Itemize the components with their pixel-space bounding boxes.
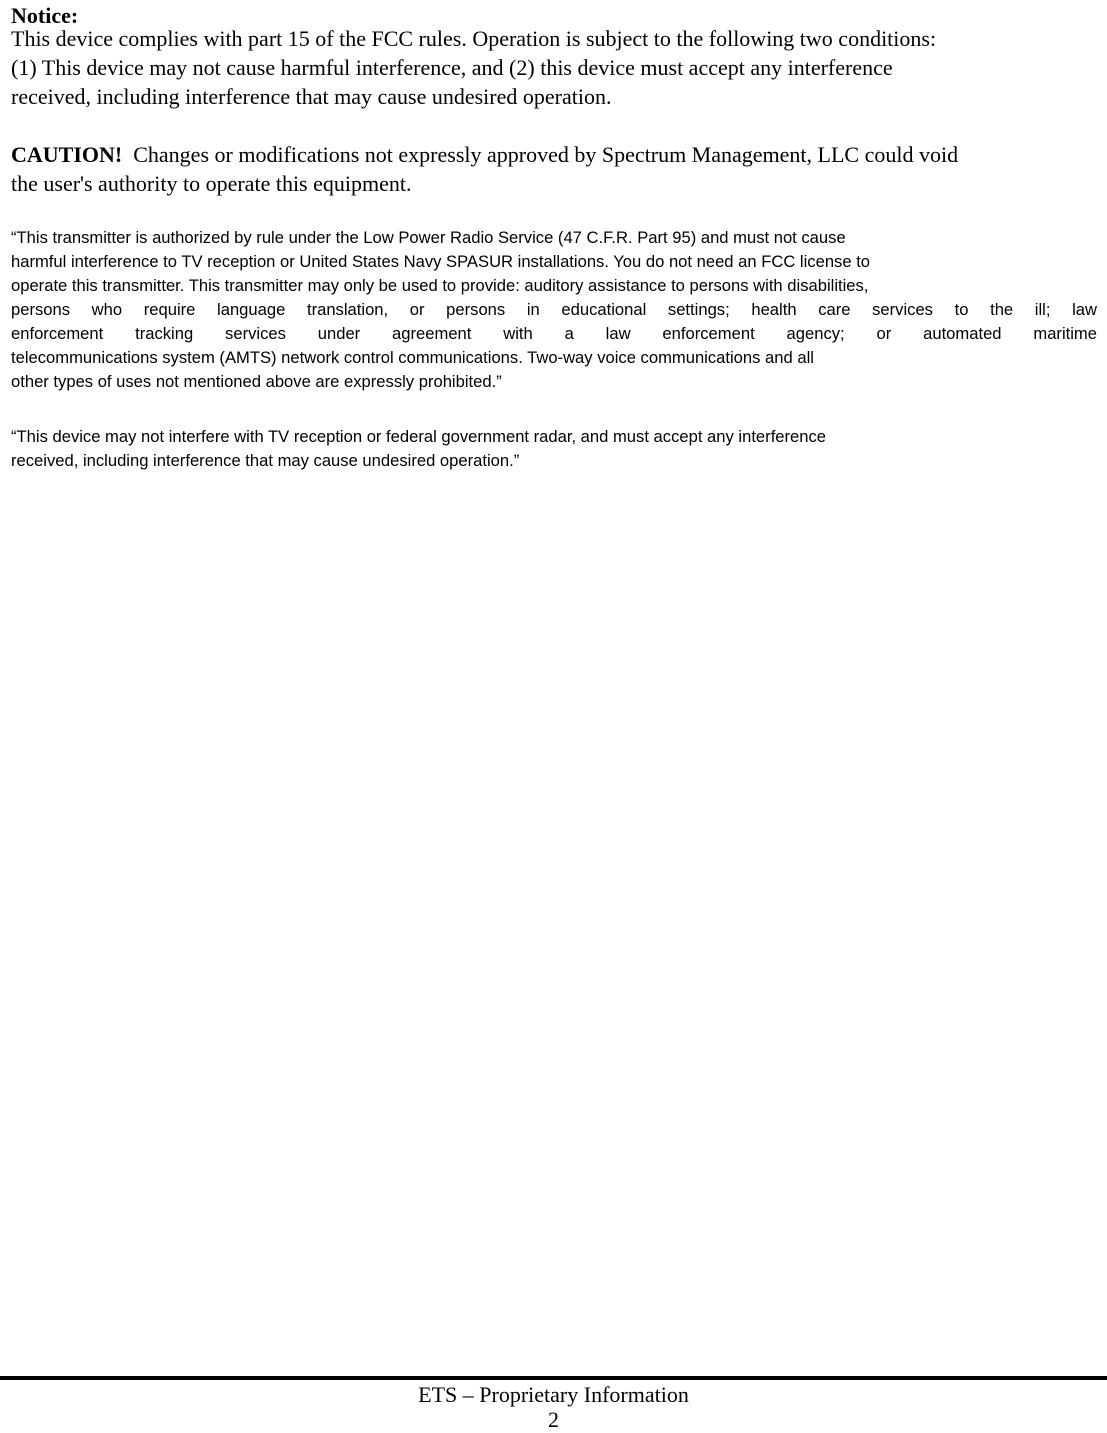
- quote-line: other types of uses not mentioned above are expressly prohibited.”: [11, 372, 502, 391]
- notice-line: received, including interference that may cause undesired operation.: [11, 84, 612, 109]
- page-number: 2: [548, 1407, 559, 1432]
- quote-line: received, including interference that may cause undesired operation.”: [11, 451, 520, 470]
- quote-line: “This device may not interfere with TV reception or federal government radar, and must accept any interference: [11, 427, 827, 446]
- caution-line: [11, 140, 1101, 169]
- quote-line: enforcement tracking services under agreement with a law enforcement agency; or automated maritime: [11, 324, 1097, 343]
- notice-heading: Notice:: [11, 3, 79, 28]
- quote-line: telecommunications system (AMTS) network control communications. Two-way voice communications and all: [11, 348, 814, 367]
- notice-line: This device complies with part 15 of the FCC rules. Operation is subject to the following two conditions:: [11, 26, 937, 51]
- caution-paragraph: [11, 140, 1101, 198]
- notice-line: (1) This device may not cause harmful interference, and (2) this device must accept any interference: [11, 55, 893, 80]
- caution-text: Changes or modifications not expressly approved by Spectrum Management, LLC could void: [133, 142, 959, 167]
- notice-paragraph: [11, 24, 1101, 111]
- caution-line: the user's authority to operate this equipment.: [11, 171, 412, 196]
- lprs-authorization-quote: [11, 226, 1097, 394]
- quote-line: harmful interference to TV reception or United States Navy SPASUR installations. You do not need an FCC license to: [11, 252, 871, 271]
- caution-label: CAUTION!: [11, 142, 123, 167]
- quote-line: “This transmitter is authorized by rule under the Low Power Radio Service (47 C.F.R. Part 95) and must not cause: [11, 228, 846, 247]
- quote-line: persons who require language translation, or persons in educational settings; health care services to the ill; law: [11, 300, 1097, 319]
- quote-line: operate this transmitter. This transmitter may only be used to provide: auditory assistance to persons with disabilities,: [11, 276, 869, 295]
- footer-title: ETS – Proprietary Information: [418, 1382, 689, 1407]
- footer-divider: [0, 1376, 1107, 1380]
- interference-quote: [11, 425, 1097, 473]
